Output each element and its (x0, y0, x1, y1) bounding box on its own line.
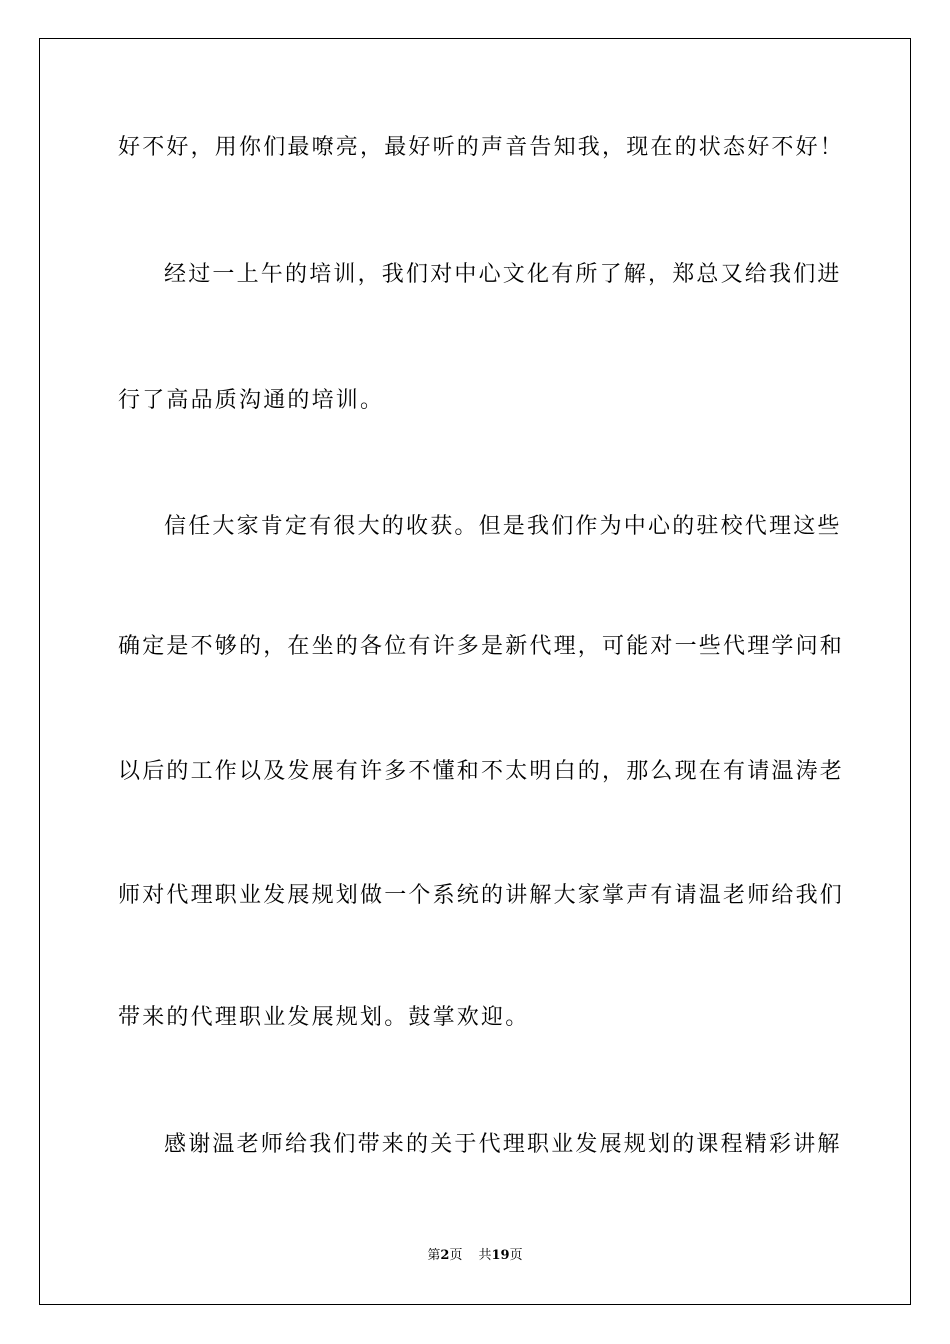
paragraph-line: 信任大家肯定有很大的收获。但是我们作为中心的驻校代理这些 (164, 514, 842, 539)
total-suffix: 页 (509, 1248, 523, 1263)
paragraph-line: 行了高品质沟通的培训。 (118, 388, 385, 413)
page-prefix: 第 (427, 1248, 441, 1263)
page-border (39, 38, 911, 1305)
paragraph-line: 带来的代理职业发展规划。鼓掌欢迎。 (118, 1005, 530, 1030)
paragraph-line: 师对代理职业发展规划做一个系统的讲解大家掌声有请温老师给我们 (118, 883, 845, 908)
paragraph-line: 确定是不够的，在坐的各位有许多是新代理，可能对一些代理学问和 (118, 634, 845, 659)
paragraph-line: 以后的工作以及发展有许多不懂和不太明白的，那么现在有请温涛老 (118, 759, 845, 784)
page-suffix: 页 (449, 1248, 463, 1263)
paragraph-line: 感谢温老师给我们带来的关于代理职业发展规划的课程精彩讲解 (164, 1132, 842, 1157)
total-page-number: 19 (491, 1248, 510, 1263)
current-page-number: 2 (440, 1248, 450, 1263)
paragraph-line: 经过一上午的培训，我们对中心文化有所了解，郑总又给我们进 (164, 262, 842, 287)
paragraph-line: 好不好，用你们最嘹亮，最好听的声音告知我，现在的状态好不好！ (118, 135, 845, 160)
page-footer (0, 1246, 950, 1266)
total-prefix: 共 (478, 1248, 492, 1263)
